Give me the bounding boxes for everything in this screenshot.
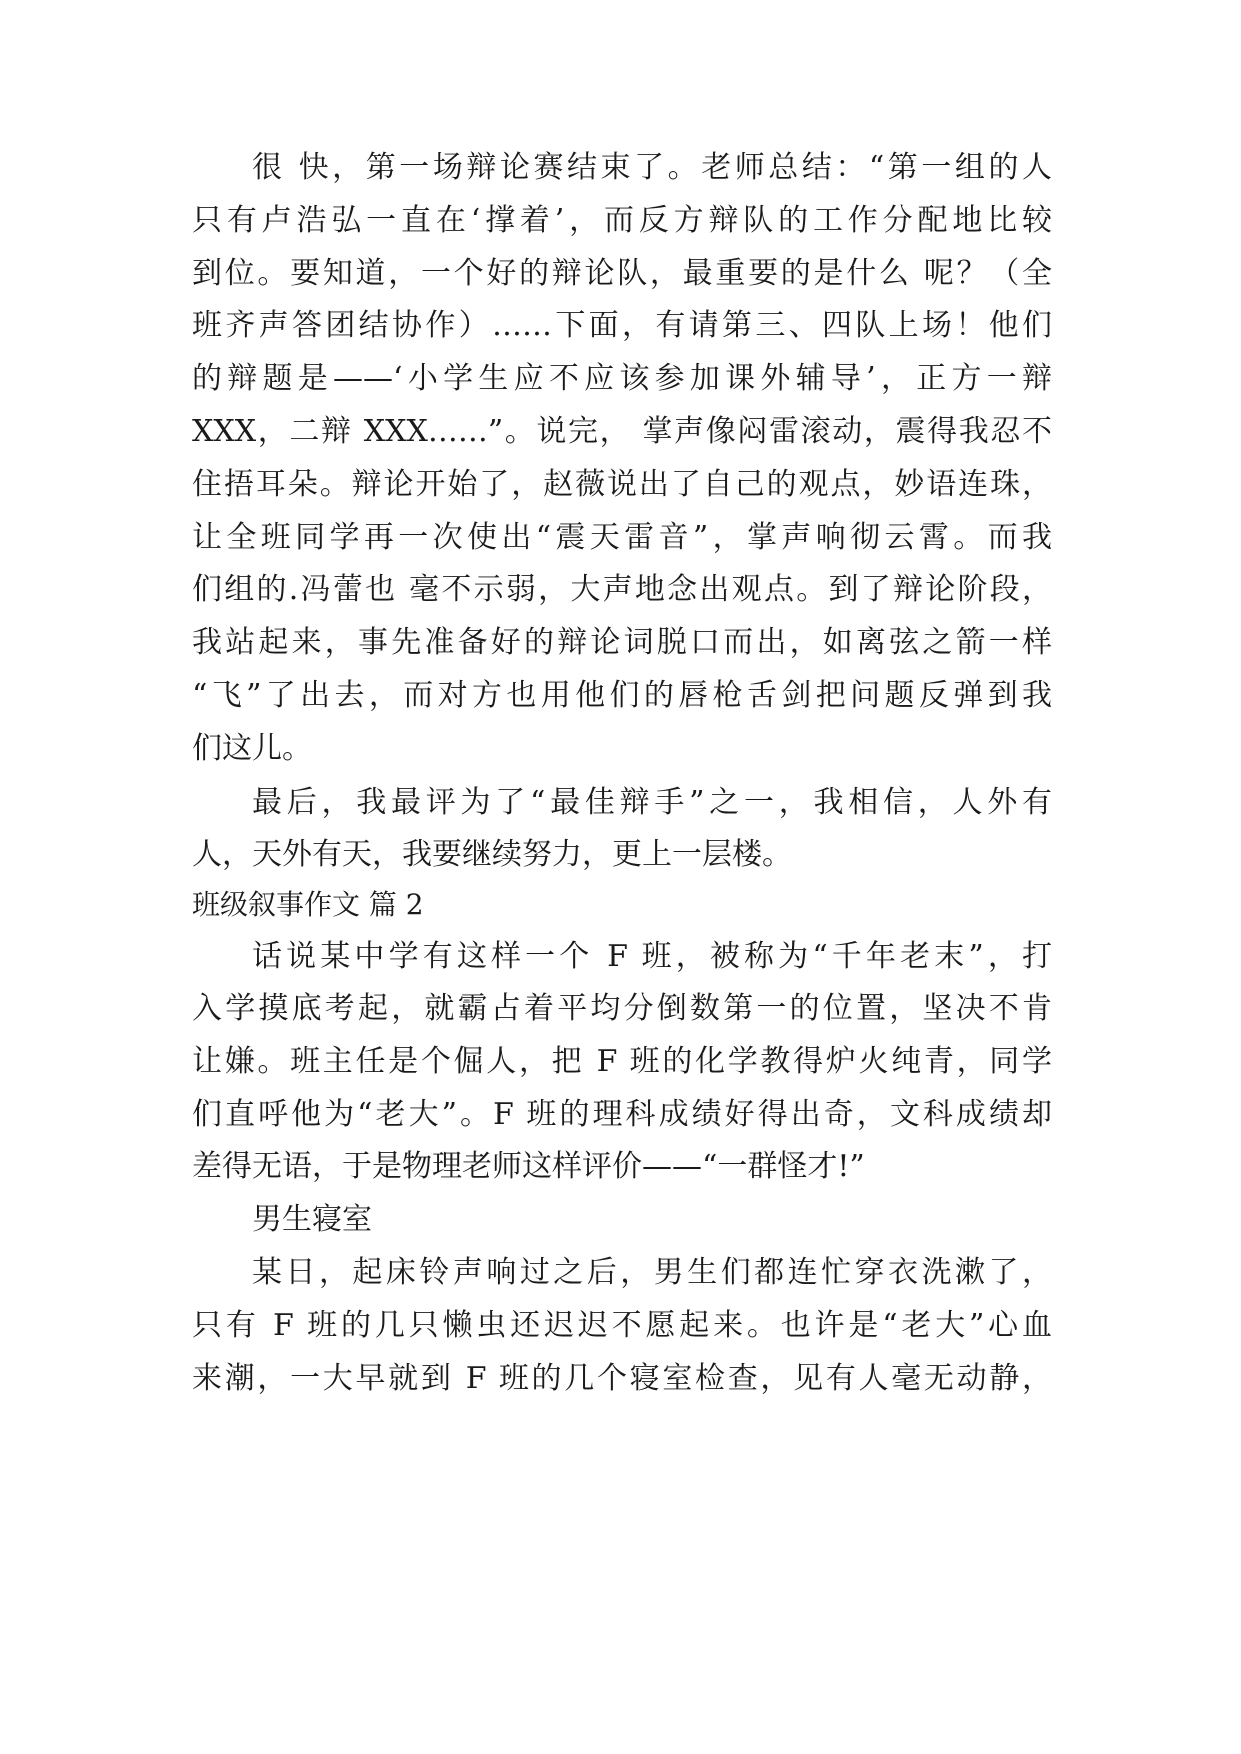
paragraph-3-line-2: 入学摸底考起，就霸占着平均分倒数第一的位置，坚决不肯 xyxy=(192,991,1052,1026)
subheading: 男生寝室 xyxy=(252,1202,372,1237)
paragraph-1-line-1: 很 快，第一场辩论赛结束了。老师总结：“第一组的人 xyxy=(252,150,1052,185)
paragraph-1-line-3: 到位。要知道，一个好的辩论队，最重要的是什么 呢？（全 xyxy=(192,256,1052,291)
paragraph-3-line-5: 差得无语，于是物理老师这样评价——“一群怪才!” xyxy=(192,1149,865,1184)
paragraph-3-line-3: 让嫌。班主任是个倔人，把 F 班的化学教得炉火纯青，同学 xyxy=(192,1044,1052,1079)
paragraph-1-line-7: 住捂耳朵。辩论开始了，赵薇说出了自己的观点，妙语连珠， xyxy=(192,467,1052,502)
paragraph-3-line-1: 话说某中学有这样一个 F 班，被称为“千年老末”，打 xyxy=(252,939,1052,974)
paragraph-1-line-4: 班齐声答团结协作）……下面，有请第三、四队上场！他们 xyxy=(192,308,1052,343)
paragraph-1-line-6: XXX，二辩 XXX……”。说完， 掌声像闷雷滚动，震得我忍不 xyxy=(192,414,1052,449)
paragraph-3-line-4: 们直呼他为“老大”。F 班的理科成绩好得出奇，文科成绩却 xyxy=(192,1097,1052,1132)
paragraph-4-line-1: 某日，起床铃声响过之后，男生们都连忙穿衣洗漱了， xyxy=(252,1255,1052,1290)
paragraph-2-line-2: 人，天外有天，我要继续努力，更上一层楼。 xyxy=(192,837,792,872)
paragraph-1-line-11: “飞”了出去，而对方也用他们的唇枪舌剑把问题反弹到我 xyxy=(192,678,1052,713)
paragraph-1-line-12: 们这儿。 xyxy=(192,731,312,766)
paragraph-1-line-10: 我站起来，事先准备好的辩论词脱口而出，如离弦之箭一样 xyxy=(192,625,1052,660)
paragraph-4-line-3: 来潮，一大早就到 F 班的几个寝室检查，见有人毫无动静， xyxy=(192,1361,1052,1396)
paragraph-1-line-9: 们组的.冯蕾也 毫不示弱，大声地念出观点。到了辩论阶段， xyxy=(192,572,1052,607)
section-heading: 班级叙事作文 篇 2 xyxy=(192,888,424,921)
paragraph-1-line-8: 让全班同学再一次使出“震天雷音”，掌声响彻云霄。而我 xyxy=(192,520,1052,555)
paragraph-1-line-2: 只有卢浩弘一直在‘撑着’，而反方辩队的工作分配地比较 xyxy=(192,203,1052,238)
paragraph-1-line-5: 的辩题是——‘小学生应不应该参加课外辅导’，正方一辩 xyxy=(192,361,1052,396)
paragraph-2-line-1: 最后，我最评为了“最佳辩手”之一，我相信，人外有 xyxy=(252,785,1052,820)
paragraph-4-line-2: 只有 F 班的几只懒虫还迟迟不愿起来。也许是“老大”心血 xyxy=(192,1308,1052,1343)
